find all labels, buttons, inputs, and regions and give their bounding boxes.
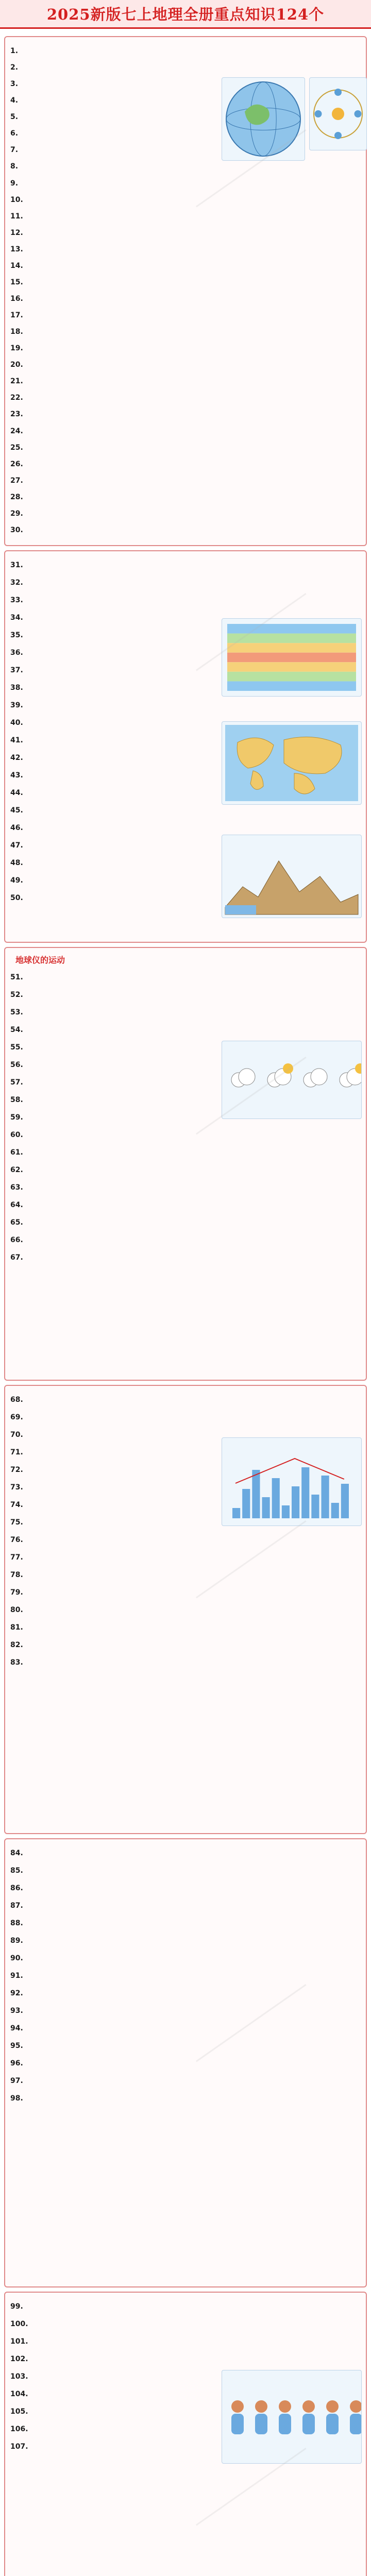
list-item — [10, 473, 359, 488]
item-number: 18. — [10, 328, 23, 336]
item-number: 24. — [10, 427, 23, 435]
item-number: 47. — [10, 841, 23, 850]
item-number: 16. — [10, 295, 23, 303]
item-number: 77. — [10, 1553, 23, 1562]
list-item — [10, 1022, 359, 1038]
list-item — [10, 209, 359, 224]
list-item — [10, 423, 359, 439]
item-number: 92. — [10, 1989, 23, 1997]
weather-symbols-figure — [222, 1041, 362, 1119]
item-number: 31. — [10, 561, 23, 569]
landform-profile-icon — [222, 835, 361, 918]
list-item — [10, 2021, 359, 2036]
item-number: 103. — [10, 2372, 28, 2381]
list-item — [10, 592, 359, 608]
item-number: 50. — [10, 894, 23, 902]
list-item — [10, 610, 214, 625]
list-item — [10, 456, 359, 472]
list-item — [10, 1180, 359, 1195]
list-item — [10, 2351, 359, 2367]
list-item — [10, 176, 359, 191]
list-item — [10, 628, 214, 643]
list-item — [10, 1392, 359, 1408]
list-item — [10, 374, 359, 389]
item-number: 4. — [10, 96, 19, 105]
item-number: 59. — [10, 1113, 23, 1122]
item-number: 88. — [10, 1919, 23, 1927]
item-number: 27. — [10, 477, 23, 485]
list-item — [10, 2038, 359, 2054]
item-number: 34. — [10, 614, 23, 622]
list-item — [10, 1532, 359, 1548]
list-item — [10, 557, 359, 573]
list-item — [10, 2316, 359, 2332]
item-number: 10. — [10, 196, 23, 204]
list-item — [10, 126, 214, 141]
list-item — [10, 440, 359, 455]
page-header — [0, 0, 371, 29]
list-item — [10, 1898, 359, 1913]
list-item — [10, 109, 214, 125]
item-number: 72. — [10, 1466, 23, 1474]
list-item — [10, 242, 359, 257]
list-item — [10, 2003, 359, 2019]
list-item — [10, 820, 214, 836]
item-number: 61. — [10, 1148, 23, 1157]
item-number: 62. — [10, 1166, 23, 1174]
item-number: 8. — [10, 162, 19, 171]
world-map-figure — [222, 721, 362, 805]
item-number: 11. — [10, 212, 23, 221]
list-item — [10, 341, 359, 356]
list-item — [10, 2073, 359, 2089]
section-heading: 地球仪的运动 — [15, 955, 65, 965]
item-number: 106. — [10, 2425, 28, 2433]
item-number: 64. — [10, 1201, 23, 1209]
item-number: 9. — [10, 179, 19, 188]
list-item — [10, 1110, 214, 1125]
list-item — [10, 645, 214, 660]
item-number: 67. — [10, 1253, 23, 1262]
item-number: 54. — [10, 1026, 23, 1034]
list-item — [10, 324, 359, 340]
item-number: 2. — [10, 63, 19, 72]
item-number: 5. — [10, 113, 19, 121]
list-item — [10, 768, 214, 783]
item-number: 53. — [10, 1008, 23, 1016]
list-item — [10, 1986, 359, 2001]
item-number: 41. — [10, 736, 23, 744]
list-item — [10, 291, 359, 307]
item-number: 20. — [10, 361, 23, 369]
earth-orbit-figure — [309, 77, 367, 150]
latitude-zones-figure — [222, 618, 362, 697]
item-number: 86. — [10, 1884, 23, 1892]
item-number: 32. — [10, 579, 23, 587]
page-title: 2025新版七上地理全册重点知识124个 — [46, 6, 325, 23]
list-item — [10, 663, 214, 678]
list-item — [10, 987, 359, 1003]
list-item — [10, 142, 214, 158]
population-icon — [222, 2370, 361, 2463]
item-number: 1. — [10, 47, 19, 55]
list-item — [10, 2369, 214, 2384]
globe-icon — [222, 78, 305, 160]
list-item — [10, 1145, 359, 1160]
item-number: 102. — [10, 2355, 28, 2363]
item-number: 104. — [10, 2390, 28, 2398]
item-number: 65. — [10, 1218, 23, 1227]
item-number: 40. — [10, 719, 23, 727]
list-item — [10, 1075, 214, 1090]
list-item — [10, 1005, 359, 1020]
list-item — [10, 698, 359, 713]
globe-figure — [222, 77, 305, 161]
item-number: 33. — [10, 596, 23, 604]
list-item — [10, 2334, 359, 2349]
population-figure — [222, 2370, 362, 2464]
item-number: 58. — [10, 1096, 23, 1104]
item-number: 38. — [10, 684, 23, 692]
list-item — [10, 1951, 359, 1966]
item-number: 69. — [10, 1413, 23, 1421]
item-number: 14. — [10, 262, 23, 270]
item-number: 19. — [10, 344, 23, 352]
item-number: 97. — [10, 2077, 23, 2085]
list-item — [10, 1845, 359, 1861]
item-number: 12. — [10, 229, 23, 237]
item-number: 68. — [10, 1396, 23, 1404]
item-number: 25. — [10, 444, 23, 452]
item-number: 15. — [10, 278, 23, 286]
item-number: 66. — [10, 1236, 23, 1244]
list-item — [10, 192, 359, 208]
list-item — [10, 575, 359, 590]
list-item — [10, 225, 359, 241]
item-number: 37. — [10, 666, 23, 674]
item-number: 78. — [10, 1571, 23, 1579]
item-number: 36. — [10, 649, 23, 657]
item-number: 105. — [10, 2408, 28, 2416]
world-map-icon — [222, 722, 361, 804]
list-item — [10, 715, 214, 731]
item-number: 63. — [10, 1183, 23, 1192]
item-number: 74. — [10, 1501, 23, 1509]
item-number: 30. — [10, 526, 23, 534]
item-number: 35. — [10, 631, 23, 639]
item-number: 75. — [10, 1518, 23, 1527]
list-item — [10, 1916, 359, 1931]
item-number: 45. — [10, 806, 23, 815]
climate-chart-icon — [222, 1438, 361, 1526]
list-item — [10, 258, 359, 274]
list-item — [10, 2056, 359, 2071]
item-number: 39. — [10, 701, 23, 709]
item-number: 107. — [10, 2443, 28, 2451]
item-number: 83. — [10, 1658, 23, 1667]
item-number: 94. — [10, 2024, 23, 2032]
item-number: 73. — [10, 1483, 23, 1492]
item-number: 93. — [10, 2007, 23, 2015]
list-item — [10, 855, 214, 871]
list-item — [10, 1162, 359, 1178]
item-number: 44. — [10, 789, 23, 797]
item-number: 17. — [10, 311, 23, 319]
item-number: 3. — [10, 80, 19, 88]
list-item — [10, 489, 359, 505]
list-item — [10, 1480, 214, 1495]
list-item — [10, 390, 359, 405]
item-number: 55. — [10, 1043, 23, 1052]
list-item — [10, 1040, 214, 1055]
list-item — [10, 1497, 214, 1513]
item-number: 26. — [10, 460, 23, 468]
item-number: 22. — [10, 394, 23, 402]
item-number: 90. — [10, 1954, 23, 1962]
list-item — [10, 76, 214, 92]
list-item — [10, 1655, 359, 1670]
item-number: 80. — [10, 1606, 23, 1614]
list-item — [10, 1057, 214, 1073]
item-number: 56. — [10, 1061, 23, 1069]
item-number: 46. — [10, 824, 23, 832]
list-item — [10, 406, 359, 422]
list-item — [10, 93, 214, 108]
list-item — [10, 733, 214, 748]
item-number: 13. — [10, 245, 23, 253]
list-item — [10, 522, 359, 538]
item-number: 21. — [10, 377, 23, 385]
item-number: 101. — [10, 2337, 28, 2346]
list-item — [10, 1462, 214, 1478]
list-item — [10, 275, 359, 290]
list-item — [10, 1933, 359, 1948]
item-number: 99. — [10, 2302, 23, 2311]
item-number: 48. — [10, 859, 23, 867]
list-item — [10, 1550, 359, 1565]
item-number: 79. — [10, 1588, 23, 1597]
list-item — [10, 1602, 359, 1618]
list-item — [10, 2421, 214, 2437]
item-number: 84. — [10, 1849, 23, 1857]
list-item — [10, 43, 359, 59]
list-item — [10, 1968, 359, 1984]
item-number: 42. — [10, 754, 23, 762]
list-item — [10, 1620, 359, 1635]
item-number: 6. — [10, 129, 19, 138]
list-item — [10, 1637, 359, 1653]
list-item — [10, 2386, 214, 2402]
list-item — [10, 785, 214, 801]
item-number: 100. — [10, 2320, 28, 2328]
list-item — [10, 506, 359, 521]
item-number: 76. — [10, 1536, 23, 1544]
weather-symbols-icon — [222, 1041, 361, 1118]
list-item — [10, 2299, 359, 2314]
climate-chart-figure — [222, 1437, 362, 1526]
list-item — [10, 159, 214, 174]
list-item — [10, 1232, 359, 1248]
list-item — [10, 60, 359, 75]
list-item — [10, 1427, 214, 1443]
item-number: 82. — [10, 1641, 23, 1649]
list-item — [10, 1215, 359, 1230]
item-number: 95. — [10, 2042, 23, 2050]
list-item — [10, 873, 214, 888]
item-number: 51. — [10, 973, 23, 981]
list-item — [10, 680, 214, 696]
item-number: 23. — [10, 410, 23, 418]
item-number: 43. — [10, 771, 23, 779]
list-item — [10, 838, 214, 853]
list-item — [10, 2404, 214, 2419]
landform-profile-figure — [222, 835, 362, 918]
list-item — [10, 1410, 359, 1425]
list-item — [10, 1585, 359, 1600]
item-number: 98. — [10, 2094, 23, 2103]
item-number: 71. — [10, 1448, 23, 1456]
list-item — [10, 750, 214, 766]
item-number: 70. — [10, 1431, 23, 1439]
item-number: 91. — [10, 1972, 23, 1980]
item-number: 87. — [10, 1902, 23, 1910]
list-item — [10, 2439, 214, 2454]
list-item — [10, 357, 359, 372]
list-item — [10, 2091, 359, 2106]
list-item — [10, 970, 359, 985]
item-number: 96. — [10, 2059, 23, 2067]
list-item — [10, 1445, 214, 1460]
item-number: 81. — [10, 1623, 23, 1632]
item-number: 49. — [10, 876, 23, 885]
list-item — [10, 803, 214, 818]
item-number: 52. — [10, 991, 23, 999]
item-number: 60. — [10, 1131, 23, 1139]
list-item — [10, 308, 359, 323]
list-item — [10, 1863, 359, 1878]
item-number: 29. — [10, 510, 23, 518]
list-item — [10, 1515, 214, 1530]
earth-orbit-icon — [310, 78, 366, 150]
list-item — [10, 1567, 359, 1583]
item-number: 85. — [10, 1867, 23, 1875]
list-item — [10, 1250, 359, 1265]
list-item — [10, 1197, 359, 1213]
item-number: 57. — [10, 1078, 23, 1087]
list-item — [10, 1880, 359, 1896]
list-item — [10, 890, 214, 906]
item-number: 28. — [10, 493, 23, 501]
item-number: 7. — [10, 146, 19, 154]
latitude-zones-icon — [222, 619, 361, 696]
list-item — [10, 1127, 359, 1143]
item-number: 89. — [10, 1937, 23, 1945]
list-item — [10, 1092, 214, 1108]
